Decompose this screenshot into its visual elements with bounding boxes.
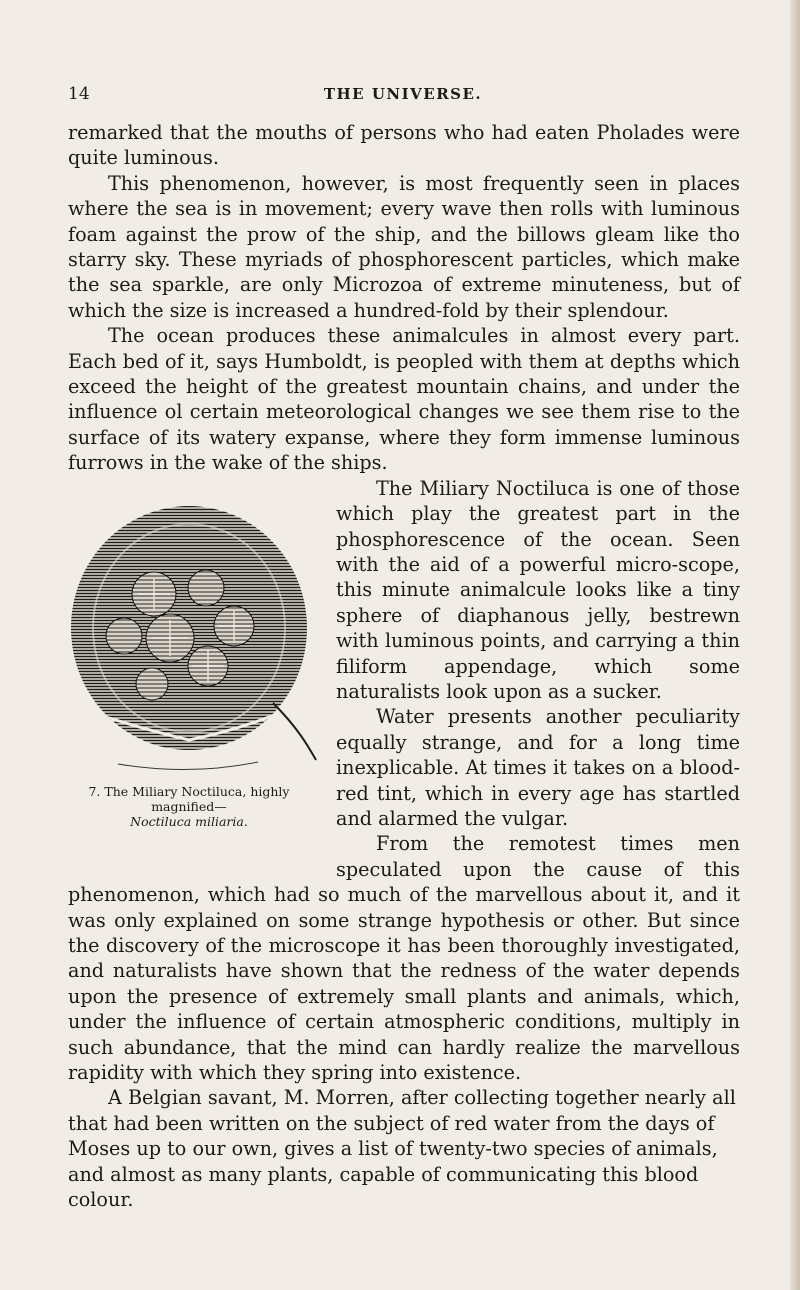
page-number: 14 (68, 84, 90, 104)
body-text (68, 120, 740, 1212)
paragraph-continued: remarked that the mouths of persons who had eaten Pholades were quite luminous. (68, 121, 740, 170)
figure-caption-species: Noctiluca miliaria. (130, 813, 248, 829)
paragraph: The Miliary Noctiluca is one of those which play the greatest part in the phosphorescence of the ocean. Seen with the aid of a powerful micro-scope, this minute animalcule looks like a tiny sphere of diaphanous jelly, bestrewn with luminous points, and carrying a thin filiform appendage, which some naturalists look upon as a sucker. (336, 476, 740, 703)
running-head: THE UNIVERSE. (323, 85, 483, 103)
paragraph: This phenomenon, however, is most frequently seen in places where the sea is in movement; every wave then rolls with luminous foam against the prow of the ship, and the billows gleam like tho starry sky. These myriads of phosphorescent particles, which make the sea sparkle, are only Microzoa of extreme minuteness, but of which the size is increased a hundred-fold by their splendour. (68, 171, 740, 322)
paragraph: From the remotest times men speculated upon the cause of this phenomenon, which had so much of the marvellous about it, and it was only explained on some strange hypothesis or other. But since the discovery of the microscope it has been thoroughly investigated, and naturalists have shown that the redness of the water depends upon the presence of extremely small plants and animals, which, under the influence of certain atmospheric conditions, multiply in such abundance, that the mind can hardly realize the marvellous rapidity with which they spring into existence. (68, 832, 740, 1085)
paragraph: The ocean produces these animalcules in almost every part. Each bed of it, says Humboldt, is peopled with them at depths which exceed the height of the greatest mountain chains, and under the influence ol certain meteorological changes we see them rise to the surface of its watery expanse, where they form immense luminous furrows in the wake of the ships. (68, 324, 740, 475)
figure-noctiluca (58, 478, 320, 860)
page-edge (790, 0, 800, 1290)
figure-caption-title: 7. The Miliary Noctiluca, highly magnified— (88, 783, 290, 814)
noctiluca-engraving-icon (58, 478, 320, 778)
page-header (68, 84, 738, 108)
figure-caption (58, 784, 320, 829)
paragraph: A Belgian savant, M. Morren, after collecting together nearly all that had been written on the subject of red water from the days of Moses up to our own, gives a list of twenty-two species of animals, and almost as many plants, capable of communicating this blood colour. (68, 1086, 736, 1212)
paragraph: Water presents another peculiarity equally strange, and for a long time inexplicable. At times it takes on a blood-red tint, which in every age has startled and alarmed the vulgar. (336, 705, 740, 830)
